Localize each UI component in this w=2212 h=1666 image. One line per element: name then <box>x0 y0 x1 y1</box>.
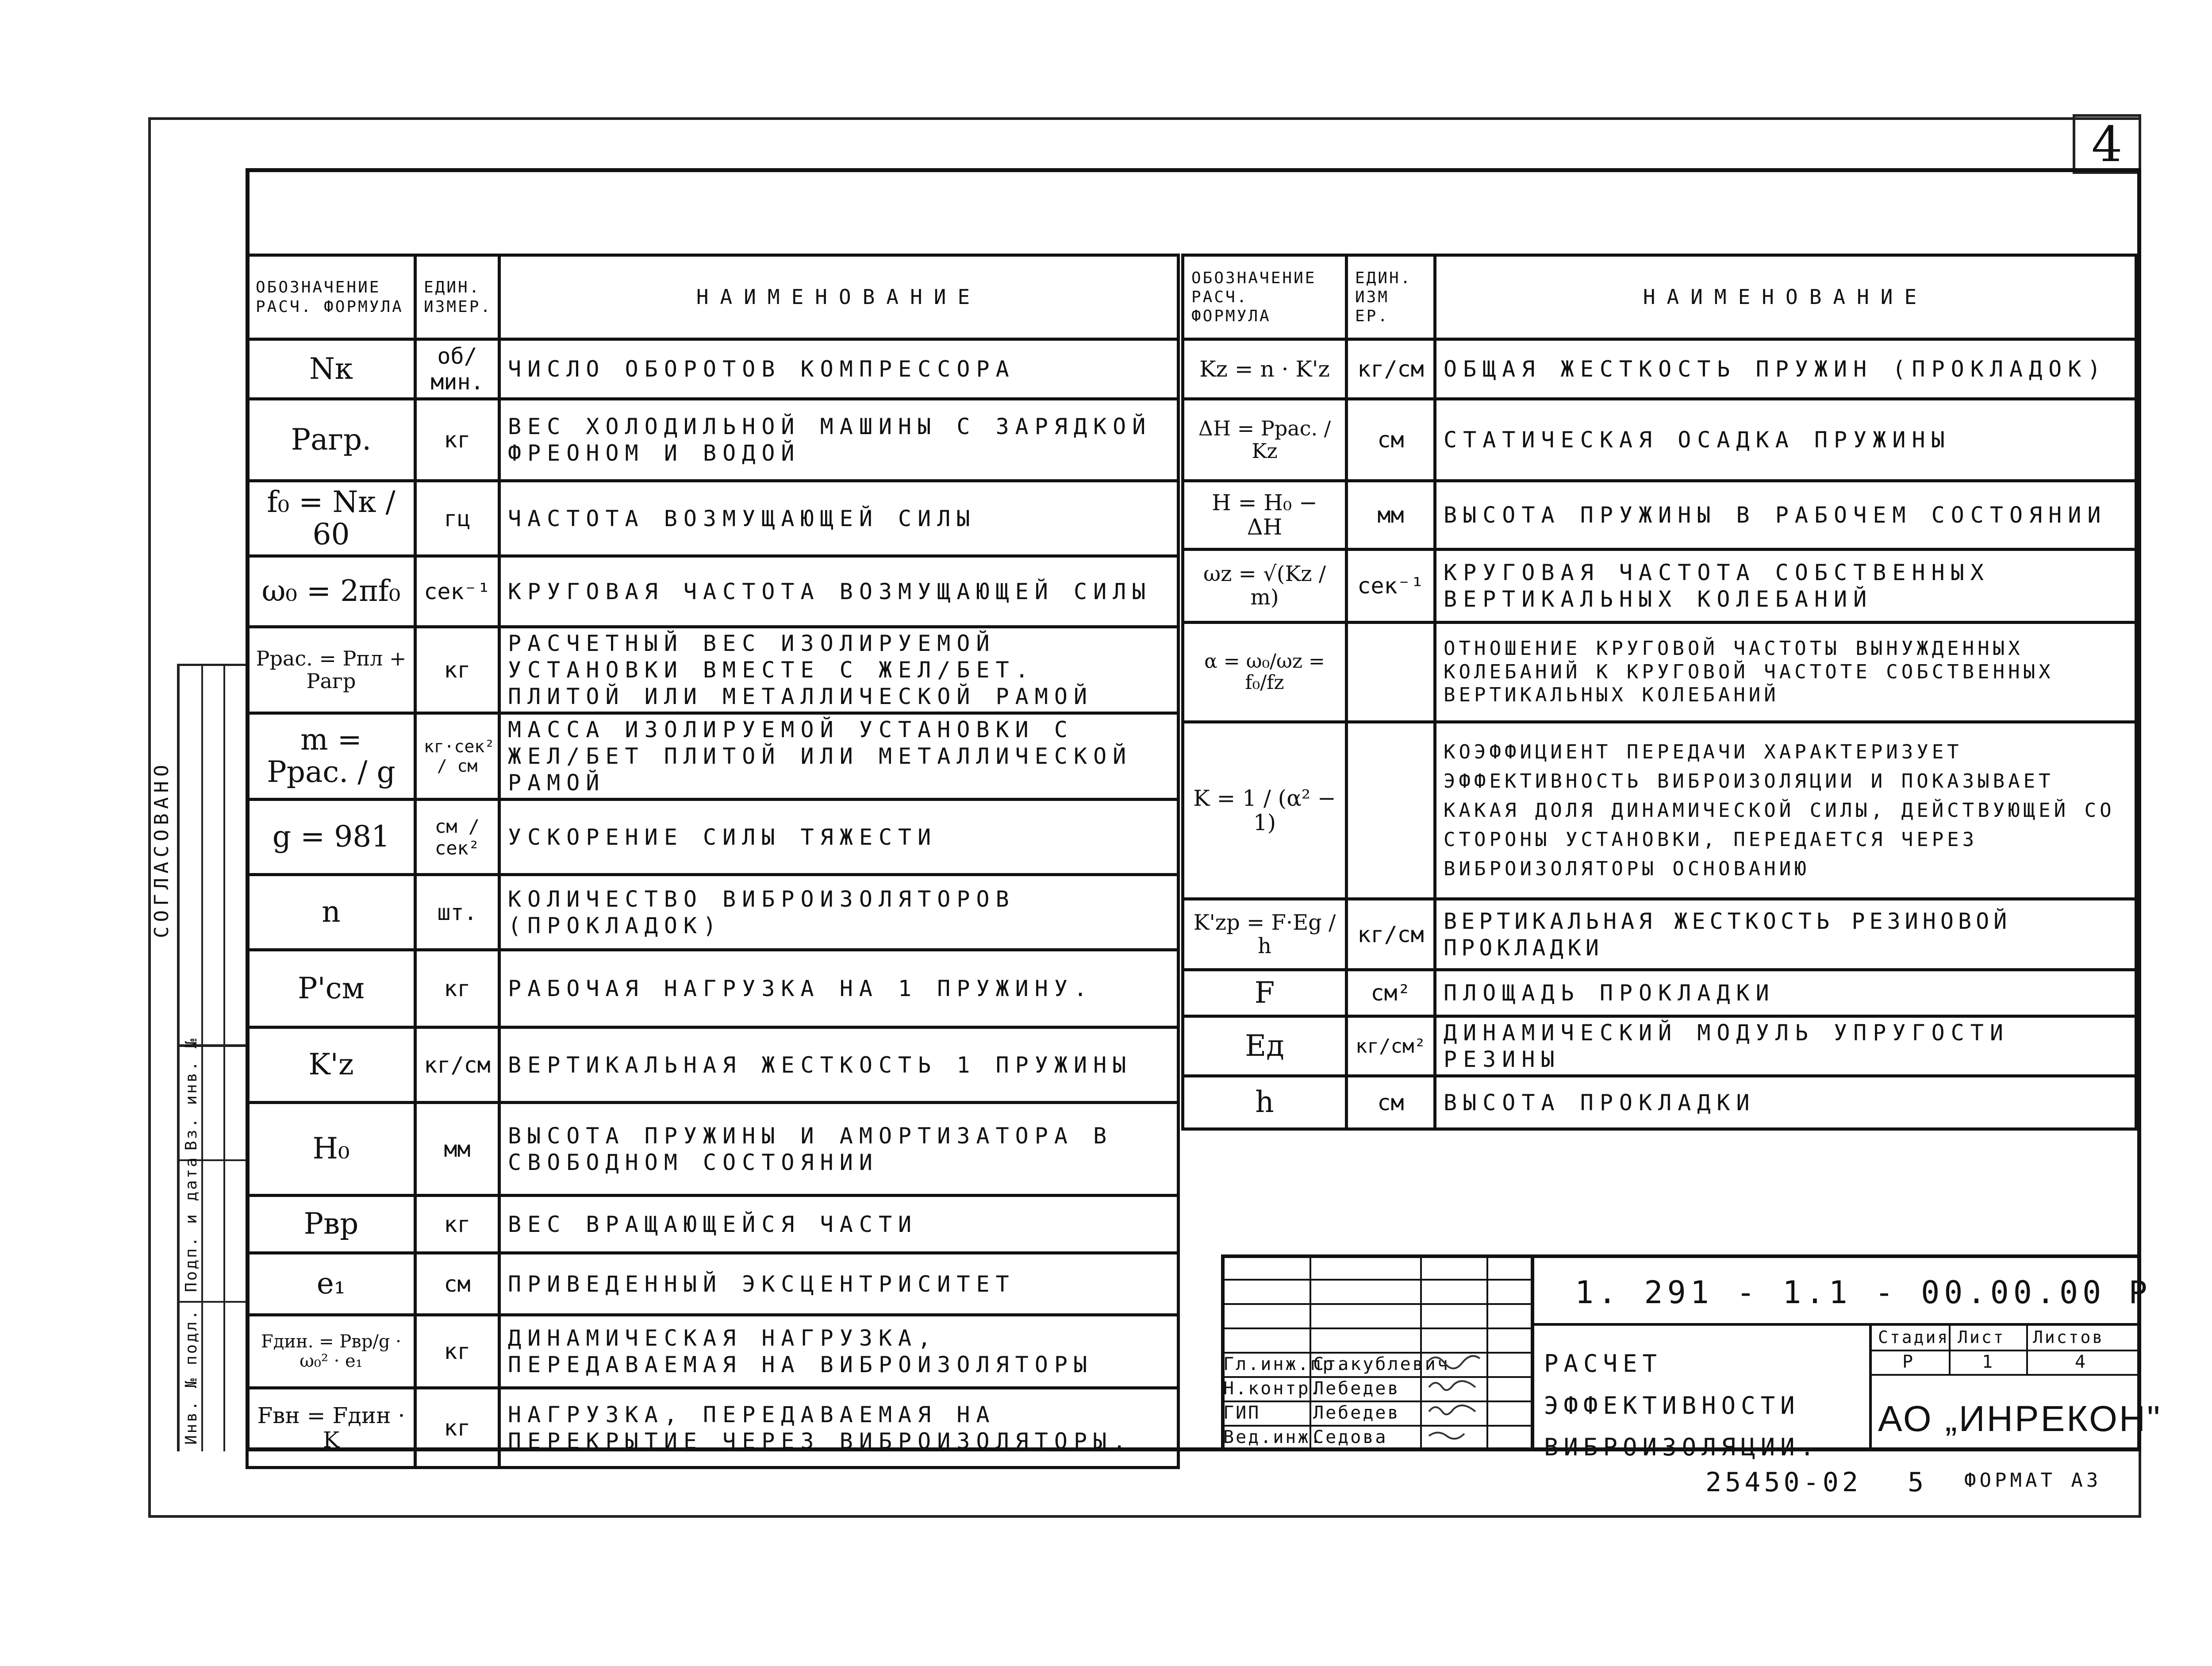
table-row <box>247 1027 1179 1103</box>
row-name: ОТНОШЕНИЕ КРУГОВОЙ ЧАСТОТЫ ВЫНУЖДЕННЫХ КОЛЕБАНИЙ К КРУГОВОЙ ЧАСТОТЕ СОБСТВЕННЫХ ВЕРТИКАЛЬНЫХ КОЛЕБАНИЙ <box>1435 623 2136 722</box>
paper-format: ФОРМАТ А3 <box>1964 1469 2102 1492</box>
right-spec-table <box>1181 254 2138 1131</box>
stamp-border <box>177 664 180 1451</box>
stage-value: Р <box>1902 1352 1915 1372</box>
row-name: РАБОЧАЯ НАГРУЗКА НА 1 ПРУЖИНУ. <box>499 950 1179 1027</box>
row-name: ПРИВЕДЕННЫЙ ЭКСЦЕНТРИСИТЕТ <box>499 1253 1179 1315</box>
row-unit: см <box>1347 1076 1435 1129</box>
table-row <box>247 1388 1179 1468</box>
row-name: КРУГОВАЯ ЧАСТОТА СОБСТВЕННЫХ ВЕРТИКАЛЬНЫХ КОЛЕБАНИЙ <box>1435 550 2136 623</box>
header-symbol: ОБОЗНАЧЕНИЕ РАСЧ. ФОРМУЛА <box>1183 255 1347 339</box>
row-symbol: Pрас. = Pпл + Pагр <box>247 627 415 713</box>
stamp-border <box>177 664 246 666</box>
row-symbol: Eд <box>1183 1016 1347 1076</box>
table-row <box>247 713 1179 800</box>
row-unit: мм <box>1347 481 1435 550</box>
staff-name: Стакублевич <box>1313 1354 1450 1374</box>
company-name: АО „ИНРЕКОН" <box>1878 1399 2162 1439</box>
row-unit: сек⁻¹ <box>1347 550 1435 623</box>
table-row <box>247 1103 1179 1196</box>
sheet-header: Лист <box>1958 1327 2005 1347</box>
row-name: ДИНАМИЧЕСКАЯ НАГРУЗКА, ПЕРЕДАВАЕМАЯ НА ВИБРОИЗОЛЯТОРЫ <box>499 1315 1179 1388</box>
row-name: КОЛИЧЕСТВО ВИБРОИЗОЛЯТОРОВ (ПРОКЛАДОК) <box>499 875 1179 950</box>
stage-header: Стадия <box>1878 1327 1950 1347</box>
row-name: ВЕС ХОЛОДИЛЬНОЙ МАШИНЫ С ЗАРЯДКОЙ ФРЕОНОМ И ВОДОЙ <box>499 399 1179 481</box>
row-symbol: α = ω₀/ωz = f₀/fz <box>1183 623 1347 722</box>
row-unit: кг <box>415 1315 499 1388</box>
signatures-graphic <box>1422 1350 1486 1449</box>
row-symbol: ωz = √(Kz / m) <box>1183 550 1347 623</box>
row-name: ДИНАМИЧЕСКИЙ МОДУЛЬ УПРУГОСТИ РЕЗИНЫ <box>1435 1016 2136 1076</box>
row-unit: кг/см <box>1347 899 1435 970</box>
tb-divider <box>1221 1279 1531 1281</box>
table-row <box>1183 899 2136 970</box>
staff-role: Н.контр. <box>1223 1378 1323 1399</box>
row-unit <box>1347 722 1435 899</box>
staff-name: Лебедев <box>1313 1403 1400 1423</box>
table-header-row <box>247 255 1179 339</box>
row-name: РАСЧЕТНЫЙ ВЕС ИЗОЛИРУЕМОЙ УСТАНОВКИ ВМЕСТЕ С ЖЕЛ/БЕТ. ПЛИТОЙ ИЛИ МЕТАЛЛИЧЕСКОЙ РАМОЙ <box>499 627 1179 713</box>
inventory-code: 25450-02 <box>1705 1467 1862 1498</box>
row-name: ЧИСЛО ОБОРОТОВ КОМПРЕССОРА <box>499 339 1179 399</box>
row-symbol: Nк <box>247 339 415 399</box>
row-name: НАГРУЗКА, ПЕРЕДАВАЕМАЯ НА ПЕРЕКРЫТИЕ ЧЕРЕЗ ВИБРОИЗОЛЯТОРЫ. <box>499 1388 1179 1468</box>
sheet-value: 1 <box>1982 1352 1995 1372</box>
row-unit <box>1347 623 1435 722</box>
row-name: ВЕРТИКАЛЬНАЯ ЖЕСТКОСТЬ РЕЗИНОВОЙ ПРОКЛАДКИ <box>1435 899 2136 970</box>
row-symbol: ω₀ = 2πf₀ <box>247 556 415 627</box>
document-code: 1. 291 - 1.1 - 00.00.00 Р <box>1575 1274 2152 1311</box>
row-symbol: n <box>247 875 415 950</box>
row-symbol: P'см <box>247 950 415 1027</box>
row-symbol: m = Pрас. / g <box>247 713 415 800</box>
row-unit: кг <box>415 950 499 1027</box>
table-row <box>1183 1076 2136 1129</box>
table-row <box>247 875 1179 950</box>
row-symbol: g = 981 <box>247 800 415 875</box>
table-row <box>247 1196 1179 1253</box>
header-symbol: ОБОЗНАЧЕНИЕ РАСЧ. ФОРМУЛА <box>247 255 415 339</box>
row-symbol: f₀ = Nк / 60 <box>247 481 415 556</box>
row-name: СТАТИЧЕСКАЯ ОСАДКА ПРУЖИНЫ <box>1435 399 2136 481</box>
table-row <box>1183 970 2136 1016</box>
row-unit: кг·сек² / см <box>415 713 499 800</box>
row-symbol: Fвн = Fдин · K <box>247 1388 415 1468</box>
row-unit: кг <box>415 1388 499 1468</box>
vzam-inv-label: Вз. инв. № <box>182 1037 200 1150</box>
row-symbol: e₁ <box>247 1253 415 1315</box>
tb-divider <box>1869 1350 2141 1351</box>
row-name: ВЫСОТА ПРОКЛАДКИ <box>1435 1076 2136 1129</box>
row-symbol: K'z <box>247 1027 415 1103</box>
tb-divider <box>1869 1323 1872 1451</box>
row-symbol: Fдин. = Pвр/g · ω₀² · e₁ <box>247 1315 415 1388</box>
header-name: НАИМЕНОВАНИЕ <box>1435 255 2136 339</box>
table-row <box>247 1253 1179 1315</box>
stamp-border <box>177 1301 246 1303</box>
row-unit: мм <box>415 1103 499 1196</box>
sheets-value: 4 <box>2075 1352 2088 1372</box>
tb-divider <box>1221 1303 1531 1305</box>
row-symbol: H₀ <box>247 1103 415 1196</box>
header-unit: ЕДИН. ИЗМ ЕР. <box>1347 255 1435 339</box>
row-unit: см / сек² <box>415 800 499 875</box>
row-unit: кг/см <box>1347 339 1435 399</box>
row-name: ВЫСОТА ПРУЖИНЫ И АМОРТИЗАТОРА В СВОБОДНОМ СОСТОЯНИИ <box>499 1103 1179 1196</box>
table-row <box>1183 623 2136 722</box>
row-symbol: Kz = n · K'z <box>1183 339 1347 399</box>
row-unit: шт. <box>415 875 499 950</box>
stamp-border <box>201 664 203 1451</box>
staff-name: Седова <box>1313 1427 1388 1447</box>
row-unit: кг <box>415 1196 499 1253</box>
tb-divider <box>2026 1323 2028 1374</box>
row-unit: кг/см² <box>1347 1016 1435 1076</box>
row-name: ВЕС ВРАЩАЮЩЕЙСЯ ЧАСТИ <box>499 1196 1179 1253</box>
row-symbol: Pагр. <box>247 399 415 481</box>
header-unit: ЕДИН. ИЗМЕР. <box>415 255 499 339</box>
agreed-stamp: СОГЛАСОВАНО <box>150 760 173 938</box>
stamp-border <box>223 664 225 1451</box>
row-name: ВЕРТИКАЛЬНАЯ ЖЕСТКОСТЬ 1 ПРУЖИНЫ <box>499 1027 1179 1103</box>
row-name: ЧАСТОТА ВОЗМУЩАЮЩЕЙ СИЛЫ <box>499 481 1179 556</box>
row-symbol: K'zp = F·Eg / h <box>1183 899 1347 970</box>
table-row <box>1183 550 2136 623</box>
sheets-header: Листов <box>2033 1327 2104 1347</box>
row-symbol: K = 1 / (α² − 1) <box>1183 722 1347 899</box>
table-row <box>247 1315 1179 1388</box>
row-unit: кг/см <box>415 1027 499 1103</box>
staff-role: Вед.инж. <box>1223 1427 1323 1447</box>
row-unit: кг <box>415 399 499 481</box>
row-unit: кг <box>415 627 499 713</box>
table-row <box>247 399 1179 481</box>
table-row <box>247 339 1179 399</box>
document-title: РАСЧЕТ ЭФФЕКТИВНОСТИ ВИБРОИЗОЛЯЦИИ. <box>1544 1350 1820 1461</box>
staff-name: Лебедев <box>1313 1378 1400 1399</box>
tb-divider <box>1531 1323 2141 1326</box>
row-name: ПЛОЩАДЬ ПРОКЛАДКИ <box>1435 970 2136 1016</box>
row-symbol: Pвр <box>247 1196 415 1253</box>
row-name: ВЫСОТА ПРУЖИНЫ В РАБОЧЕМ СОСТОЯНИИ <box>1435 481 2136 550</box>
row-unit: см² <box>1347 970 1435 1016</box>
table-row <box>247 556 1179 627</box>
row-unit: см <box>1347 399 1435 481</box>
row-symbol: h <box>1183 1076 1347 1129</box>
table-row <box>247 950 1179 1027</box>
table-row <box>1183 339 2136 399</box>
table-row <box>1183 481 2136 550</box>
signature-date-label: Подп. и дата <box>182 1155 200 1292</box>
copy-number: 5 <box>1908 1467 1928 1498</box>
tb-divider <box>1869 1374 2141 1376</box>
table-row <box>247 800 1179 875</box>
tb-divider <box>1531 1254 1534 1451</box>
table-row <box>247 481 1179 556</box>
row-unit: см <box>415 1253 499 1315</box>
row-name: УСКОРЕНИЕ СИЛЫ ТЯЖЕСТИ <box>499 800 1179 875</box>
row-name: МАССА ИЗОЛИРУЕМОЙ УСТАНОВКИ С ЖЕЛ/БЕТ ПЛИТОЙ ИЛИ МЕТАЛЛИЧЕСКОЙ РАМОЙ <box>499 713 1179 800</box>
staff-role: ГИП <box>1223 1403 1261 1423</box>
row-symbol: ΔH = Pрас. / Kz <box>1183 399 1347 481</box>
tb-divider <box>1221 1327 1531 1329</box>
table-row <box>247 627 1179 713</box>
row-unit: гц <box>415 481 499 556</box>
table-row <box>1183 722 2136 899</box>
inv-orig-label: Инв. № подл. <box>182 1308 200 1445</box>
sheet-number: 4 <box>2073 114 2141 174</box>
row-unit: об/мин. <box>415 339 499 399</box>
header-name: НАИМЕНОВАНИЕ <box>499 255 1179 339</box>
row-symbol: H = H₀ − ΔH <box>1183 481 1347 550</box>
row-name: ОБЩАЯ ЖЕСТКОСТЬ ПРУЖИН (ПРОКЛАДОК) <box>1435 339 2136 399</box>
inventory-number <box>1705 1467 1927 1498</box>
staff-role: Гл.инж.пр. <box>1223 1354 1348 1374</box>
row-name: КОЭФФИЦИЕНТ ПЕРЕДАЧИ ХАРАКТЕРИЗУЕТ ЭФФЕКТИВНОСТЬ ВИБРОИЗОЛЯЦИИ И ПОКАЗЫВАЕТ КАКАЯ ДОЛЯ ДИНАМИЧЕСКОЙ СИЛЫ, ДЕЙСТВУЮЩЕЙ СО СТОРОНЫ УСТАНОВКИ, ПЕРЕДАЕТСЯ ЧЕРЕЗ ВИБРОИЗОЛЯТОРЫ ОСНОВАНИЮ <box>1435 722 2136 899</box>
row-name: КРУГОВАЯ ЧАСТОТА ВОЗМУЩАЮЩЕЙ СИЛЫ <box>499 556 1179 627</box>
left-spec-table <box>246 254 1180 1469</box>
table-row <box>1183 1016 2136 1076</box>
table-header-row <box>1183 255 2136 339</box>
row-unit: сек⁻¹ <box>415 556 499 627</box>
row-symbol: F <box>1183 970 1347 1016</box>
table-row <box>1183 399 2136 481</box>
